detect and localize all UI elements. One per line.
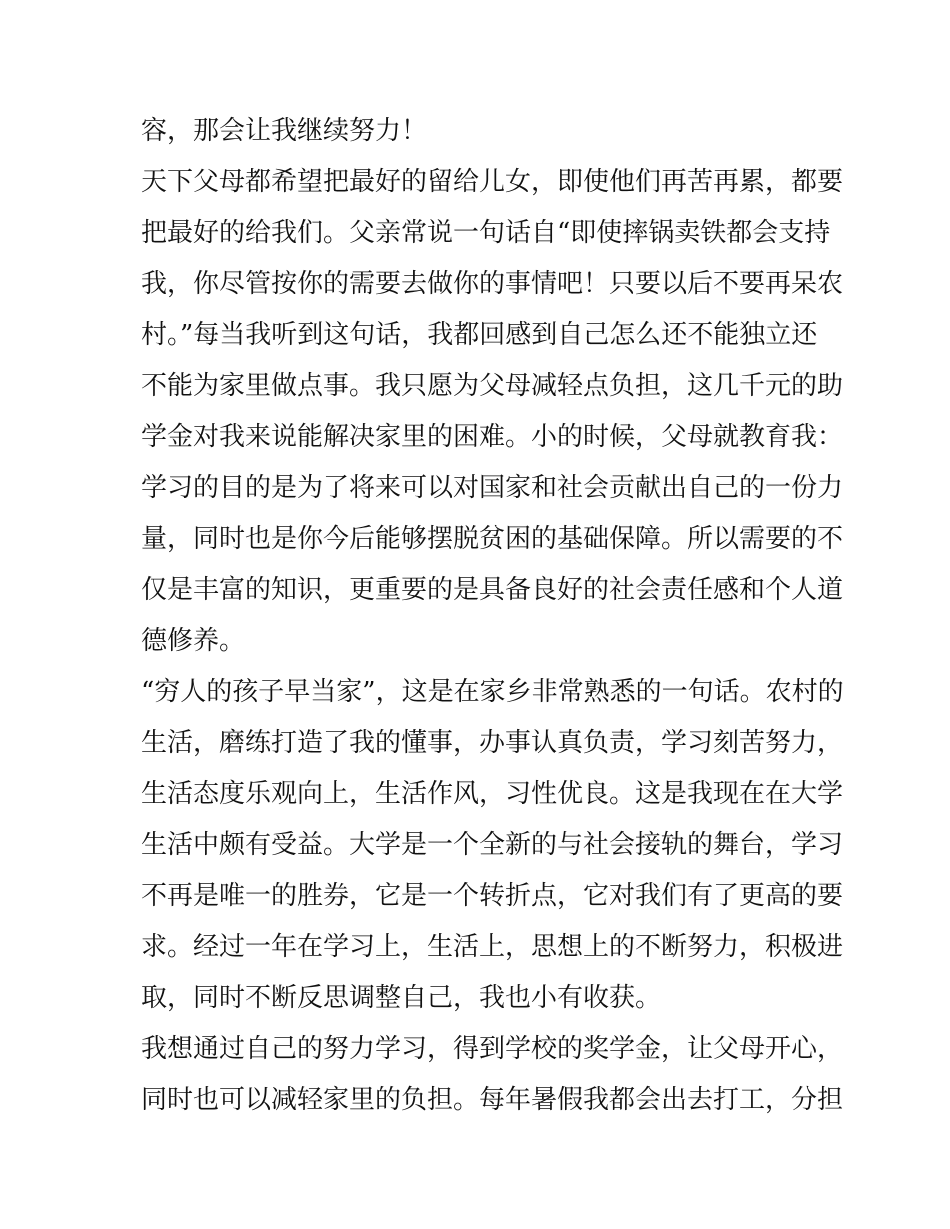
text-line: 我想通过自己的努力学习，得到学校的奖学金，让父母开心，: [141, 1034, 844, 1064]
text-line: 量，同时也是你今后能够摆脱贫困的基础保障。所以需要的不: [141, 524, 844, 554]
text-line: 生活中颇有受益。大学是一个全新的与社会接轨的舞台，学习: [141, 830, 844, 860]
text-line: 把最好的给我们。父亲常说一句话自“即使摔锅卖铁都会支持: [141, 218, 831, 248]
text-line: 容，那会让我继续努力！: [141, 116, 428, 146]
text-line: 学习的目的是为了将来可以对国家和社会贡献出自己的一份力: [141, 473, 844, 503]
text-line: 仅是丰富的知识，更重要的是具备良好的社会责任感和个人道: [141, 575, 844, 605]
text-line: 村。”每当我听到这句话，我都回感到自己怎么还不能独立还: [141, 320, 818, 350]
text-line: “穷人的孩子早当家”，这是在家乡非常熟悉的一句话。农村的: [141, 677, 844, 707]
text-line: 学金对我来说能解决家里的困难。小的时候，父母就教育我：: [141, 422, 844, 452]
text-line: 取，同时不断反思调整自己，我也小有收获。: [141, 983, 662, 1013]
text-line: 我，你尽管按你的需要去做你的事情吧！只要以后不要再呆农: [141, 269, 844, 299]
text-line: 不再是唯一的胜券，它是一个转折点，它对我们有了更高的要: [141, 881, 844, 911]
text-line: 德修养。: [141, 626, 246, 656]
text-line: 同时也可以减轻家里的负担。每年暑假我都会出去打工，分担: [141, 1085, 844, 1115]
text-line: 生活，磨练打造了我的懂事，办事认真负责，学习刻苦努力，: [141, 728, 844, 758]
text-line: 求。经过一年在学习上，生活上，思想上的不断努力，积极进: [141, 932, 844, 962]
text-line: 不能为家里做点事。我只愿为父母减轻点负担，这几千元的助: [141, 371, 844, 401]
text-line: 天下父母都希望把最好的留给儿女，即使他们再苦再累，都要: [141, 167, 844, 197]
text-line: 生活态度乐观向上，生活作风，习性优良。这是我现在在大学: [141, 779, 844, 809]
